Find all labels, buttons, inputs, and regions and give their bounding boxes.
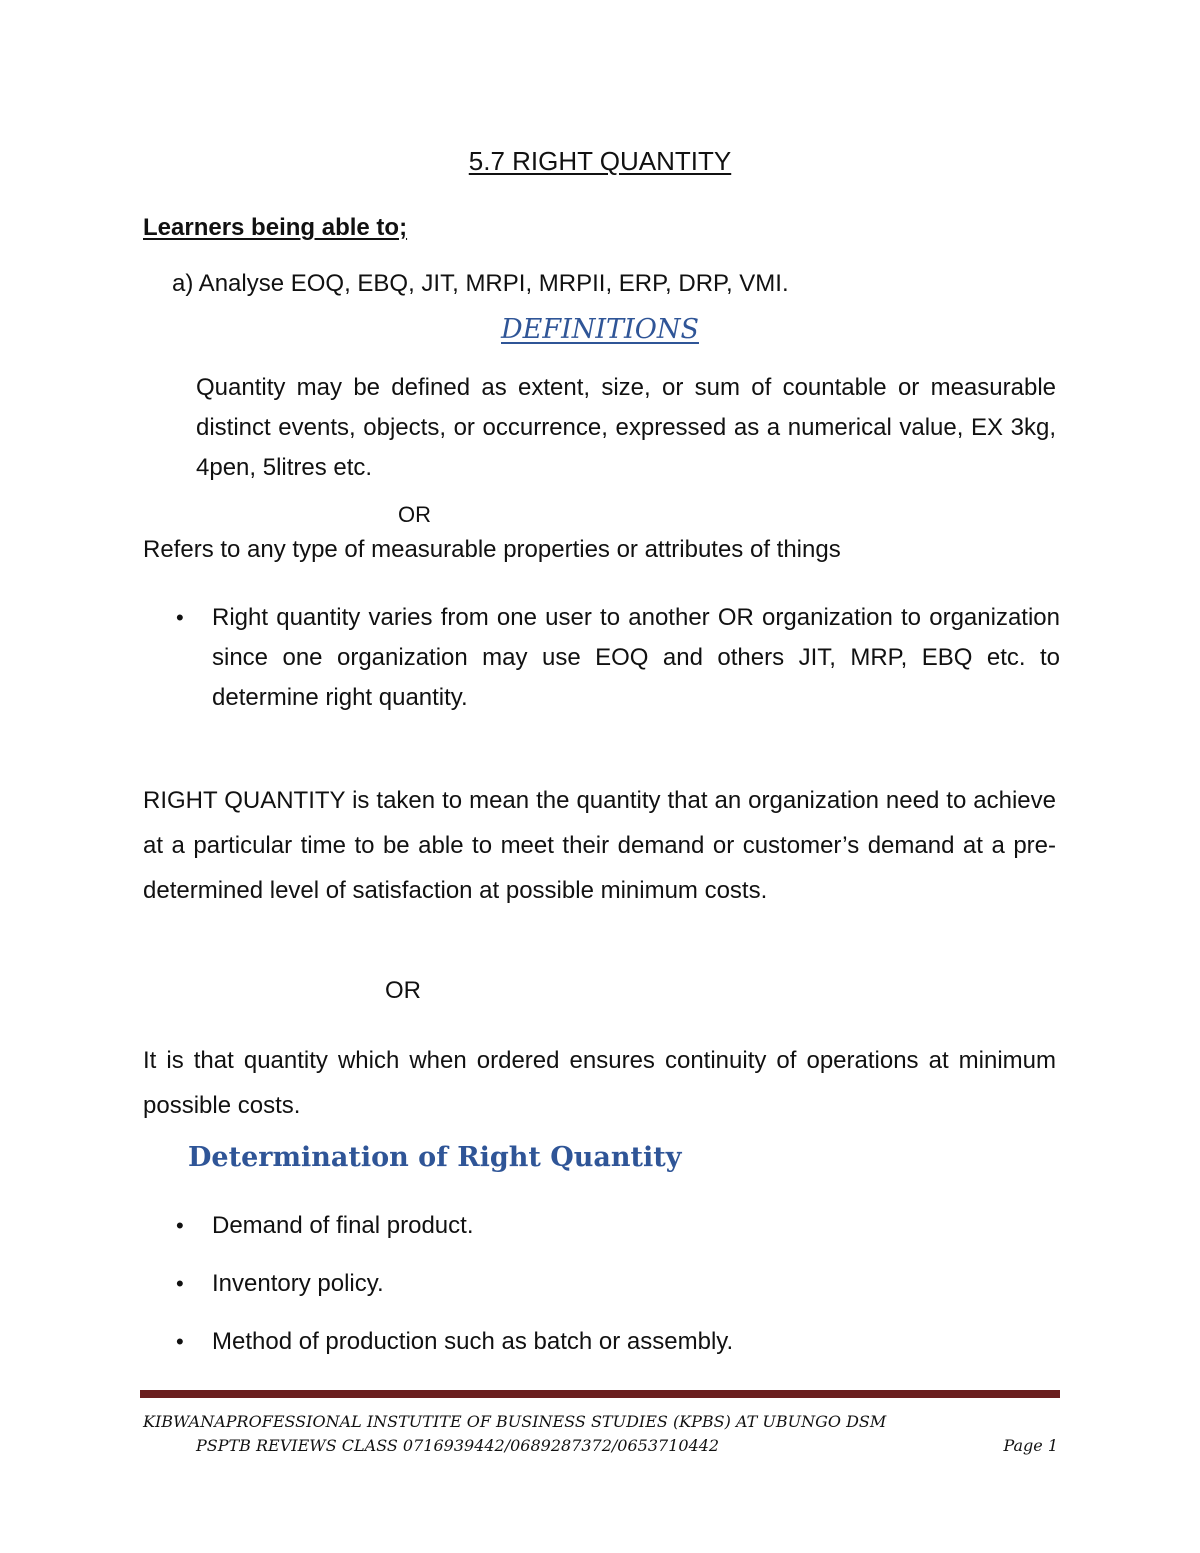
right-quantity-definition: RIGHT QUANTITY is taken to mean the quantity that an organization need to achieve at a particular time to be able to meet their demand or customer’s demand at a pre-determined level of satisfaction at possible minimum costs. xyxy=(143,787,1056,904)
bullet-dot-icon: • xyxy=(176,1329,184,1354)
list-item xyxy=(172,1206,1060,1246)
bullet-dot-icon: • xyxy=(176,1213,184,1238)
determination-list xyxy=(172,1206,1060,1380)
bullet-dot-icon: • xyxy=(176,605,184,630)
footer-contacts: PSPTB REVIEWS CLASS 0716939442/0689287372/0653710442 xyxy=(196,1436,720,1455)
section-title: 5.7 RIGHT QUANTITY xyxy=(468,146,732,176)
list-item-text: Demand of final product. xyxy=(212,1212,474,1239)
footer-institute: KIBWANAPROFESSIONAL INSTUTITE OF BUSINESS STUDIES (KPBS) AT UBUNGO DSM xyxy=(143,1412,887,1431)
bullet-dot-icon: • xyxy=(176,1271,184,1296)
alternate-definition: It is that quantity which when ordered ensures continuity of operations at minimum possible costs. xyxy=(143,1047,1056,1119)
list-item xyxy=(172,1264,1060,1304)
definition-bullet-list xyxy=(172,598,1060,718)
list-item-text: Inventory policy. xyxy=(212,1270,384,1297)
or-separator: OR xyxy=(398,502,431,527)
refers-definition: Refers to any type of measurable properties or attributes of things xyxy=(143,536,841,563)
objective-item: a) Analyse EOQ, EBQ, JIT, MRPI, MRPII, ERP, DRP, VMI. xyxy=(172,270,789,297)
quantity-definition: Quantity may be defined as extent, size, or sum of countable or measurable distinct events, objects, or occurrence, expressed as a numerical value, EX 3kg, 4pen, 5litres etc. xyxy=(196,374,1056,481)
list-item-text: Right quantity varies from one user to another OR organization to organization since one organization may use EOQ and others JIT, MRP, EBQ etc. to determine right quantity. xyxy=(212,604,1060,711)
determination-heading: Determination of Right Quantity xyxy=(188,1142,682,1173)
page-number: Page 1 xyxy=(1003,1436,1058,1455)
list-item xyxy=(172,598,1060,718)
footer-divider xyxy=(140,1390,1060,1398)
or-separator: OR xyxy=(385,977,421,1004)
list-item-text: Method of production such as batch or assembly. xyxy=(212,1328,734,1355)
list-item xyxy=(172,1322,1060,1362)
objectives-heading: Learners being able to; xyxy=(143,214,408,241)
definitions-heading: DEFINITIONS xyxy=(501,314,699,345)
